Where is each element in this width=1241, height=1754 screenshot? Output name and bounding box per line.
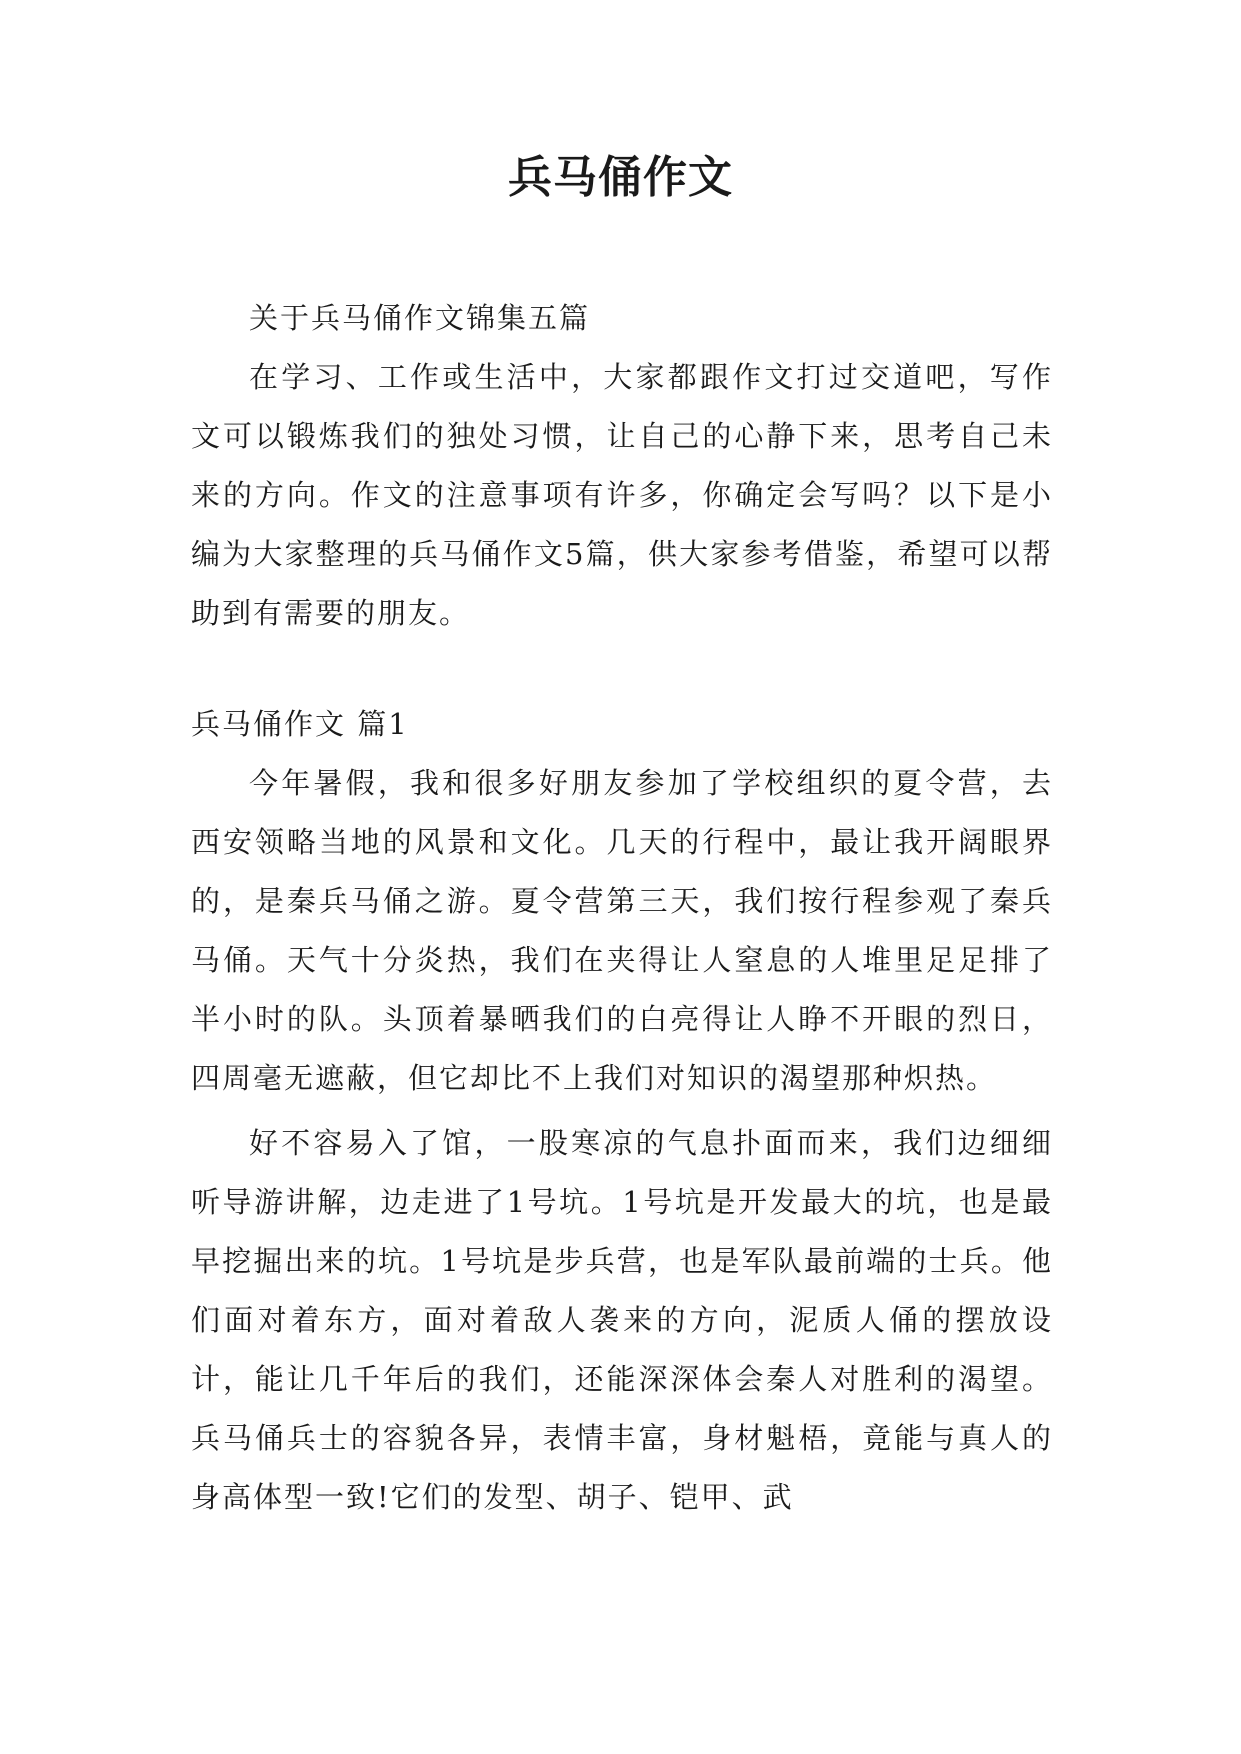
intro-paragraph: 在学习、工作或生活中，大家都跟作文打过交道吧，写作文可以锻炼我们的独处习惯，让自己的心静下来，思考自己未来的方向。作文的注意事项有许多，你确定会写吗？以下是小编为大家整理的兵马俑作文5篇，供大家参考借鉴，希望可以帮助到有需要的朋友。: [191, 360, 1053, 630]
section-heading: 兵马俑作文 篇1: [191, 707, 409, 741]
document-title: 兵马俑作文: [508, 152, 733, 203]
intro-block: [191, 289, 1053, 643]
section-paragraph: 今年暑假，我和很多好朋友参加了学校组织的夏令营，去西安领略当地的风景和文化。几天的行程中，最让我开阔眼界的，是秦兵马俑之游。夏令营第三天，我们按行程参观了秦兵马俑。天气十分炎热，我们在夹得让人窒息的人堆里足足排了半小时的队。头顶着暴晒我们的白亮得让人睁不开眼的烈日，四周毫无遮蔽，但它却比不上我们对知识的渴望那种炽热。: [191, 766, 1053, 1095]
document-subtitle: 关于兵马俑作文锦集五篇: [249, 301, 591, 335]
section-paragraph: 好不容易入了馆，一股寒凉的气息扑面而来，我们边细细听导游讲解，边走进了1号坑。1号坑是开发最大的坑，也是最早挖掘出来的坑。1号坑是步兵营，也是军队最前端的士兵。他们面对着东方，面对着敌人袭来的方向，泥质人俑的摆放设计，能让几千年后的我们，还能深深体会秦人对胜利的渴望。兵马俑兵士的容貌各异，表情丰富，身材魁梧，竟能与真人的身高体型一致!它们的发型、胡子、铠甲、武: [191, 1126, 1053, 1514]
section-1: [191, 695, 1053, 1527]
document-body: [191, 289, 1053, 1527]
